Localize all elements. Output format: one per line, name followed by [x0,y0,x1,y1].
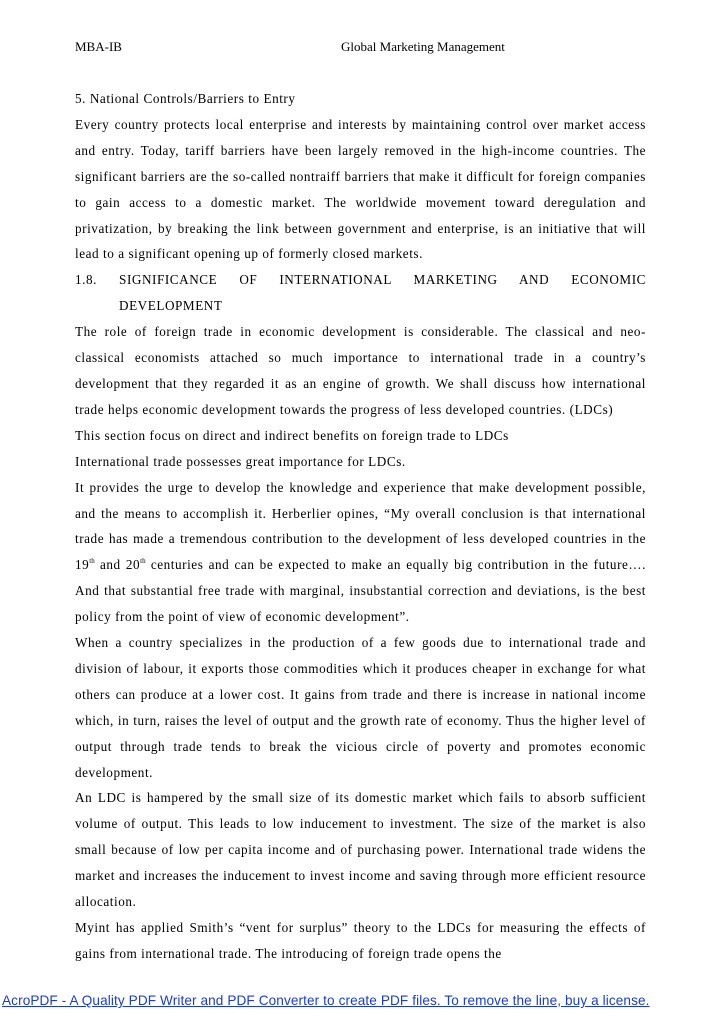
superscript-th-19: th [89,557,95,566]
section-1-8-heading-cont: DEVELOPMENT [119,298,223,314]
paragraph-ldc-market: An LDC is hampered by the small size of its domestic market which fails to absorb sufficient volume of output. This leads to low inducement to investment. The size of the market is also small because of low per capita income and of purchasing power. International trade widens the market and increases the inducement to invest income and saving through more efficient resource allocation. [75,790,646,910]
section-5-paragraph: Every country protects local enterprise and interests by maintaining control over market access and entry. Today, tariff barriers have been largely removed in the high-income countries. The significant barriers are the so-called nontraiff barriers that make it difficult for foreign companies to gain access to a domestic market. The worldwide movement toward deregulation and privatization, by breaking the link between government and enterprise, is an initiative that will lead to a significant opening up of formerly closed markets. [75,116,646,262]
paragraph-section-focus: This section focus on direct and indirect benefits on foreign trade to LDCs [75,427,509,443]
paragraph-myint: Myint has applied Smith’s “vent for surplus” theory to the LDCs for measuring the effects of gains from international trade. The introducing of foreign trade opens the [75,920,646,961]
quote-part-1: It provides the urge to develop the knowledge and experience that make development possible, and the means to accomplish it. Herberlier opines, “My overall conclusion is that international trade has made a tremendous contribution to the development of less developed countries in the 19 [75,479,646,573]
page-header [75,39,648,57]
paragraph-specialization: When a country specializes in the production of a few goods due to international trade and division of labour, it exports those commodities which it produces cheaper in exchange for what others can produce at a lower cost. It gains from trade and there is increase in national income which, in turn, raises the level of output and the growth rate of economy. Thus the higher level of output through trade tends to break the vicious circle of poverty and promotes economic development. [75,635,646,780]
header-course-code: MBA-IB [75,39,122,54]
superscript-th-20: th [140,557,146,566]
header-course-title: Global Marketing Management [341,39,505,54]
section-5-title: 5. National Controls/Barriers to Entry [75,91,296,106]
section-1-8-heading [75,267,646,293]
quote-part-2: and 20 [94,557,141,573]
acropdf-watermark-link[interactable]: AcroPDF - A Quality PDF Writer and PDF Converter to create PDF files. To remove the line, buy a license. [2,993,650,1008]
paragraph-herberlier-quote [75,475,646,630]
quote-part-3: centuries and can be expected to make an equally big contribution in the future…. And that substantial free trade with marginal, insubstantial correction and deviations, is the best policy from the point of view of economic development”. [75,557,646,625]
document-body [75,86,646,961]
section-1-8-heading-line1: 1.8. SIGNIFICANCE OF INTERNATIONAL MARKETING AND ECONOMIC [75,272,646,288]
paragraph-importance: International trade possesses great importance for LDCs. [75,453,406,469]
paragraph-role-of-trade: The role of foreign trade in economic development is considerable. The classical and neo-classical economists attached so much importance to international trade in a country’s development that they regarded it as an engine of growth. We shall discuss how international trade helps economic development towards the progress of less developed countries. (LDCs) [75,324,646,417]
